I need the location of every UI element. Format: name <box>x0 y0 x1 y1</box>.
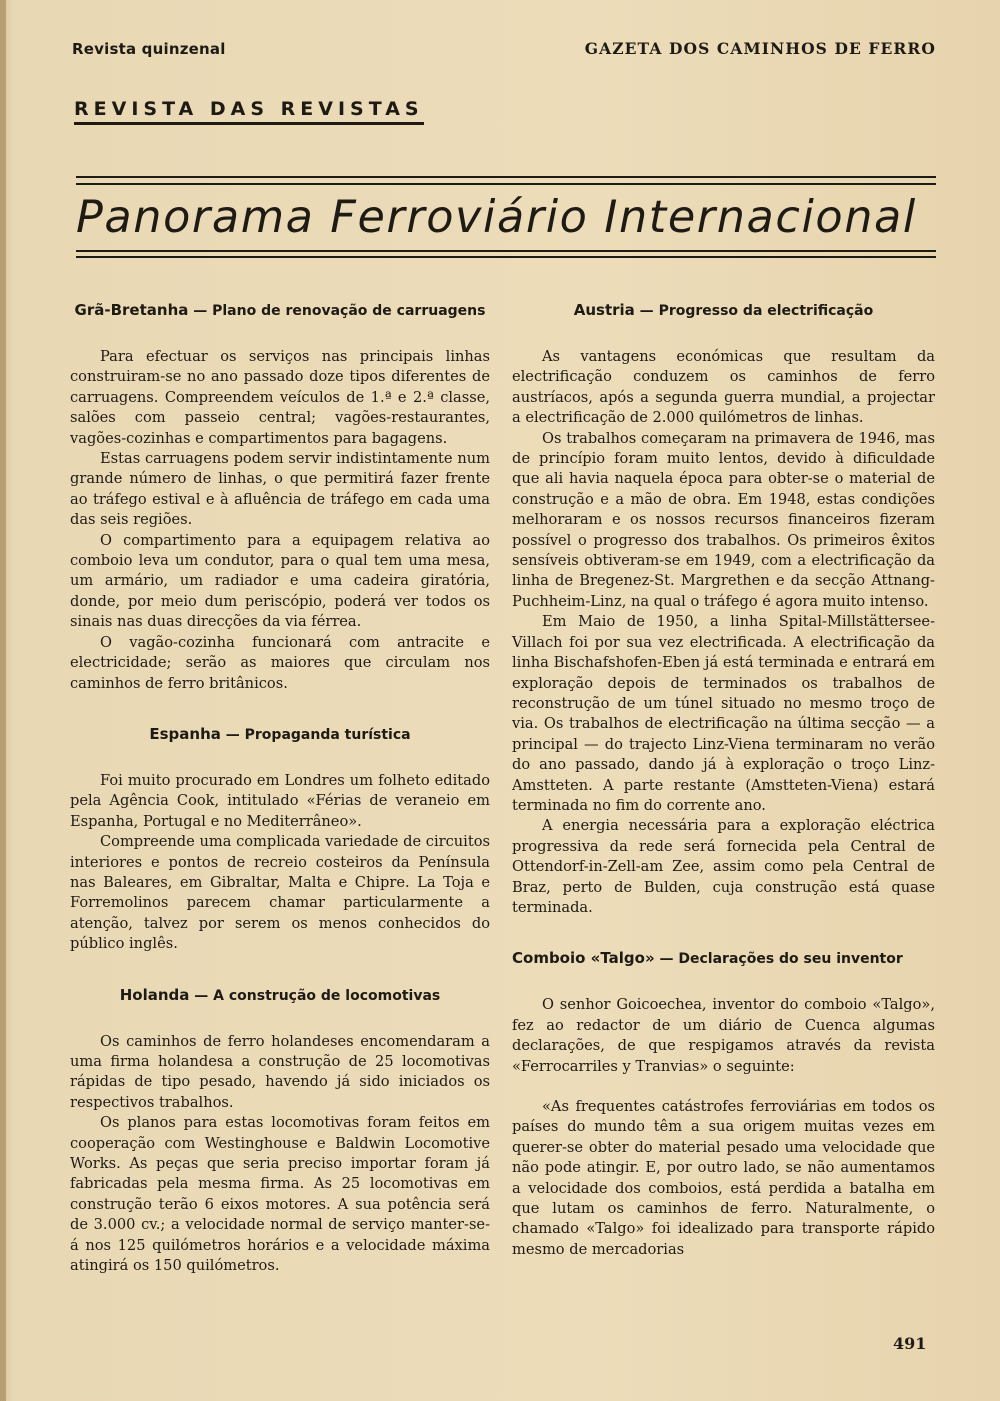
section-title: REVISTA DAS REVISTAS <box>74 98 424 125</box>
paragraph: As vantagens económicas que resultam da electrificação conduzem os caminhos de ferro austríacos, após a segunda guerra mundial, a projectar a electrificação de 2.000 quilómetros de linhas. <box>512 348 935 427</box>
subheading-country: Espanha <box>149 724 221 743</box>
subheading-talgo: Comboio «Talgo» — Declarações do seu inventor <box>512 949 903 968</box>
paragraph: Os caminhos de ferro holandeses encomendaram a uma firma holandesa a construção de 25 locomotivas rápidas de tipo pesado, havendo já sido iniciados os respectivos trabalhos. <box>70 1032 490 1111</box>
subheading-topic: Propaganda turística <box>244 726 411 743</box>
paragraph: Estas carruagens podem servir indistintamente num grande número de linhas, o que permitirá fazer frente ao tráfego estival e à afluência de tráfego em cada uma das seis regiões. <box>70 450 490 529</box>
subheading-topic: Progresso da electrificação <box>658 303 874 319</box>
right-column <box>512 300 935 1260</box>
subheading-gb: Grã-Bretanha — Plano de renovação de carruagens <box>74 301 486 319</box>
page-edge <box>0 0 6 1401</box>
page-number: 491 <box>893 1334 927 1353</box>
subheading-es: Espanha — Propaganda turística <box>149 724 411 743</box>
subheading-country: Grã-Bretanha <box>74 301 189 319</box>
paragraph: A energia necessária para a exploração eléctrica progressiva da rede será fornecida pela Central de Ottendorf-in-Zell-am Zee, assim como pela Central de Braz, perto de Bulden, cuja construção está quase terminada. <box>512 817 935 916</box>
header-right: GAZETA DOS CAMINHOS DE FERRO <box>584 39 936 58</box>
subheading-nl: Holanda — A construção de locomotivas <box>119 985 441 1004</box>
paragraph: Os planos para estas locomotivas foram feitos em cooperação com Westinghouse e Baldwin Locomotive Works. As peças que seria preciso importar foram já fabricadas pela mesma firma. As 25 locomotivas em construção terão 6 eixos motores. A sua potência será de 3.000 cv.; a velocidade normal de serviço manter-se-á nos 125 quilómetros horários e a velocidade máxima atingirá os 150 quilómetros. <box>70 1114 490 1275</box>
header-left: Revista quinzenal <box>72 40 226 58</box>
subheading-country: Comboio «Talgo» <box>512 949 655 968</box>
subheading-at: Austria — Progresso da electrificação <box>573 301 874 319</box>
title-rule-bottom-2 <box>76 256 936 258</box>
subheading-topic: A construção de locomotivas <box>213 987 441 1004</box>
paragraph: O compartimento para a equipagem relativa ao comboio leva um condutor, para o qual tem uma mesa, um armário, um radiador e uma cadeira giratória, donde, por meio dum periscópio, poderá ver todos os sinais nas duas direcções da via férrea. <box>70 531 490 631</box>
left-column <box>70 300 490 1276</box>
paragraph: O senhor Goicoechea, inventor do comboio «Talgo», fez ao redactor de um diário de Cuenca algumas declarações, de que respigamos através da revista «Ferrocarriles y Tranvias» o seguinte: <box>512 996 935 1075</box>
paragraph: Foi muito procurado em Londres um folheto editado pela Agência Cook, intitulado «Férias de veraneio em Espanha, Portugal e no Mediterrâneo». <box>70 771 490 830</box>
subheading-topic: Declarações do seu inventor <box>678 951 903 968</box>
subheading-topic: Plano de renovação de carruagens <box>212 303 486 319</box>
paragraph: Para efectuar os serviços nas principais linhas construiram-se no ano passado doze tipos diferentes de carruagens. Compreendem veículos de 1.ª e 2.ª classe, salões com passeio central; vagões-restaurantes, vagões-cozinhas e compartimentos para bagagens. <box>70 348 490 447</box>
subheading-country: Austria <box>573 301 635 319</box>
title-rule-top-1 <box>76 176 936 178</box>
subheading-country: Holanda <box>119 985 190 1004</box>
title-rule-bottom-1 <box>76 250 936 252</box>
paragraph: Em Maio de 1950, a linha Spital-Millstättersee-Villach foi por sua vez electrificada. A electrificação da linha Bischafshofen-Eben já está terminada e entrará em exploração depois de terminados os trabalhos de reconstrução de um túnel situado no mesmo troço de via. Os trabalhos de electrificação na última secção — a principal — do trajecto Linz-Viena terminaram no verão do ano passado, dando já à exploração o troço Linz-Amstteten. A parte restante (Amstteten-Viena) estará terminada no fim do corrente ano. <box>512 613 935 814</box>
article-title: Panorama Ferroviário Internacional <box>76 192 917 243</box>
paragraph: Os trabalhos começaram na primavera de 1946, mas de princípio foram muito lentos, devido à dificuldade que ali havia naquela época para obter-se o material de construção e a mão de obra. Em 1948, estas condições melhoraram e os nossos recursos financeiros fizeram possível o progresso dos trabalhos. Os primeiros êxitos sensíveis obtiveram-se em 1949, com a electrificação da linha de Bregenez-St. Margrethen e da secção Attnang-Puchheim-Linz, na qual o tráfego é agora muito intenso. <box>512 429 935 610</box>
paragraph: O vagão-cozinha funcionará com antracite e electricidade; serão as maiores que circulam nos caminhos de ferro britânicos. <box>70 633 490 692</box>
title-rule-top-2 <box>76 183 936 185</box>
paragraph: «As frequentes catástrofes ferroviárias em todos os países do mundo têm a sua origem muitas vezes em querer-se obter do material pesado uma velocidade que não pode atingir. E, por outro lado, se não aumentamos a velocidade dos comboios, está perdida a batalha em que lutam os caminhos de ferro. Naturalmente, o chamado «Talgo» foi idealizado para transporte rápido mesmo de mercadorias <box>512 1098 935 1258</box>
paragraph: Compreende uma complicada variedade de circuitos interiores e pontos de recreio costeiros da Península nas Baleares, em Gibraltar, Malta e Chipre. La Toja e Forremolinos parecem chamar particularmente a atenção, talvez por serem os menos conhecidos do público inglês. <box>70 833 490 953</box>
